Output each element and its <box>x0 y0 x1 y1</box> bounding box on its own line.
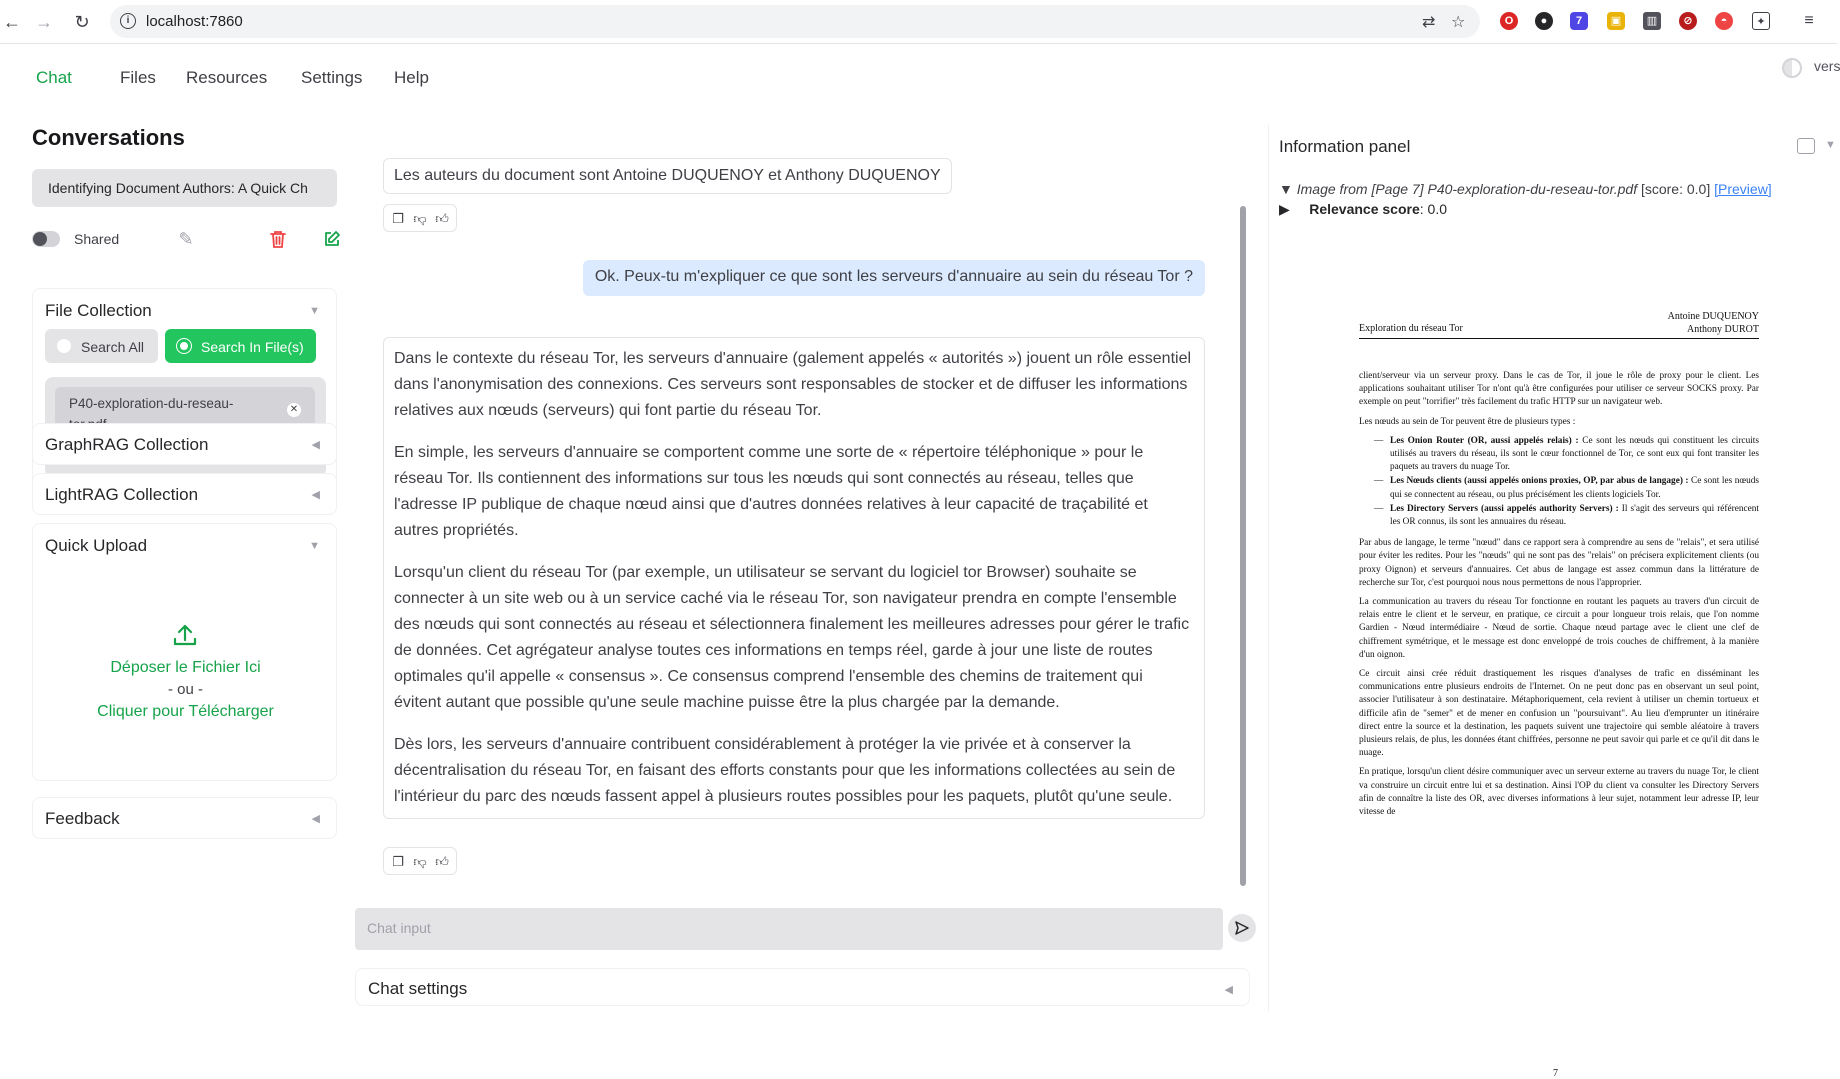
or-label: - ou - <box>167 681 203 698</box>
expand-caret-icon[interactable]: ◀ <box>311 439 320 451</box>
pdf-paragraph: Ce circuit ainsi crée réduit drastiquement les risques d'analyses de trafic en disséminant les communications entre plusieurs endroits de l'Internet. On ne peut donc pas en observant un seul point, associer l'utilisateur à son destinataire. Métaphoriquement, cela revient à utiliser un chemin tortueux et difficile afin de "semer" et de mener en confusion un "poursuivant". Au lieu d'emprunter un itinéraire direct entre la source et la destination, les paquets suivent une trajectoire qui semble aléatoire à travers plusieurs relais, de plus, les données étant chiffrées, personne ne peut savoir qui parle et ce qu'il dit dans le nuage. <box>1359 669 1759 759</box>
site-info-icon[interactable]: i <box>120 13 136 29</box>
tab-resources[interactable]: Resources <box>186 68 268 87</box>
feedback-panel[interactable] <box>32 797 337 839</box>
shared-toggle[interactable] <box>32 231 60 247</box>
pdf-page-number: 7 <box>1553 1068 1558 1079</box>
bot-message: Les auteurs du document sont Antoine DUQUENOY et Anthony DUQUENOY <box>383 158 952 194</box>
source-title: Image from [Page 7] P40-exploration-du-reseau-tor.pdf <box>1296 181 1638 197</box>
source-score: [score: 0.0] <box>1637 181 1715 197</box>
pdf-author: Antoine DUQUENOY <box>1667 311 1759 322</box>
pdf-list-text: Ce sont les nœuds qui se connectent au réseau, ou plus précisément les clients logiciels Tor. <box>1390 476 1759 500</box>
pdf-list-item <box>1374 435 1759 475</box>
search-in-files-radio[interactable] <box>165 329 316 363</box>
pdf-paragraph: En pratique, lorsqu'un client désire communiquer avec un serveur externe au travers du nuage Tor, le client va construire un circuit entre lui et sa destination. Ainsi l'OP du client va consulter les Directory Servers afin de connaître la liste des OR, avec diverses informations à leur sujet, notamment leur adresse IP, leur vitesse de <box>1359 767 1759 818</box>
search-all-label: Search All <box>81 339 145 355</box>
browser-toolbar <box>0 0 1837 44</box>
relevance-label: Relevance score <box>1309 201 1420 217</box>
pdf-body <box>1359 370 1759 825</box>
pdf-paragraph: Les nœuds au sein de Tor peuvent être de plusieurs types : <box>1359 416 1576 427</box>
quick-upload-panel <box>32 523 337 781</box>
pdf-header-authors <box>1668 310 1759 336</box>
user-message: Ok. Peux-tu m'expliquer ce que sont les serveurs d'annuaire au sein du réseau Tor ? <box>583 260 1205 296</box>
chat-input[interactable] <box>355 908 1223 950</box>
conversation-selected: Identifying Document Authors: A Quick Ch <box>48 180 308 196</box>
pdf-header-rule <box>1359 338 1759 339</box>
bot-paragraph: Dans le contexte du réseau Tor, les serveurs d'annuaire (galement appelés « autorités ») jouent un rôle essentiel dans l'anonymisation des connexions. Ces serveurs sont responsables de stocker et de diffuser les informations relatives aux nœuds (serveurs) qui font partie du réseau Tor. <box>394 350 1192 419</box>
translate-icon[interactable]: ⇄ <box>1422 14 1436 31</box>
pdf-list-item <box>1374 503 1759 529</box>
file-collection-title[interactable]: File Collection <box>45 301 152 320</box>
new-chat-icon[interactable] <box>318 225 346 253</box>
remove-file-icon[interactable]: ✕ <box>287 403 301 417</box>
theme-toggle-icon[interactable] <box>1782 58 1802 78</box>
thumbs-up-icon[interactable]: 👍︎ <box>435 211 449 226</box>
pdf-paragraph: Par abus de langage, le terme "nœud" dans ce rapport sera à comprendre au sens de "relais", et sera utilisé pour éviter les redites. Pour les "nœuds" qui ne sont pas des "relais" on précisera explicitement clients (ou proxy Oignon) et serveurs d'annuaires. Cet abus de langage est assez commun dans la littérature de recherche sur Tor, c'est pourquoi nous nous permettons de nous l'approprier. <box>1359 538 1759 588</box>
pdf-header-title: Exploration du réseau Tor <box>1359 323 1463 334</box>
conversations-title: Conversations <box>32 125 185 150</box>
click-upload-label: Cliquer pour Télécharger <box>97 703 274 720</box>
expand-caret-icon[interactable]: ◀ <box>1224 984 1233 996</box>
extension-circle-icon[interactable]: ● <box>1535 12 1553 30</box>
pdf-author: Anthony DUROT <box>1687 324 1759 335</box>
forward-icon[interactable]: → <box>35 12 53 32</box>
version-label: vers <box>1814 58 1840 74</box>
search-in-files-label: Search In File(s) <box>201 339 304 355</box>
chat-settings-panel[interactable] <box>355 968 1250 1006</box>
rename-pencil-icon[interactable]: ✎ <box>178 229 194 249</box>
copy-icon[interactable]: ❐ <box>392 211 404 226</box>
reload-icon[interactable]: ↻ <box>74 12 90 32</box>
extension-trash-icon[interactable]: ▥ <box>1643 12 1661 30</box>
preview-link[interactable]: [Preview] <box>1714 181 1772 197</box>
bot-paragraph: Lorsqu'un client du réseau Tor (par exemple, un utilisateur se servant du logiciel tor Browser) souhaite se connecter à un site web ou à un service caché via le réseau Tor, son navigateur prendra en compte l'ensemble des nœuds qui sont connectés au réseau et sélectionnera finalement les meilleures adresses pour gérer le trafic de données. Cet agrégateur analyse toutes ces informations en temps réel, garde à jour une liste de routes optimales qu'il appelle « consensus ». Ce consensus comprend l'ensemble des chemins de traitement qui évitent autant que possible qu'une seule machine puisse être la plus chargée par la demande. <box>394 564 1190 711</box>
collapsed-caret-icon: ▶ <box>1279 201 1306 217</box>
tab-help[interactable]: Help <box>394 68 429 87</box>
pdf-list-text: Il s'agit des serveurs qui référencent les OR connus, ils sont les annuaires du réseau. <box>1390 503 1759 528</box>
collapse-caret-icon[interactable]: ▼ <box>309 305 320 317</box>
information-panel <box>1268 125 1837 1079</box>
pdf-list-item <box>1374 475 1759 501</box>
expand-caret-icon[interactable]: ◀ <box>311 813 320 825</box>
bookmark-star-icon[interactable]: ☆ <box>1451 14 1466 31</box>
pdf-list-text: Ce sont les nœuds qui constituent les circuits utilisés au travers du réseau, ils sont le cœur fonctionnel de Tor, ce sont eux qui font transiter les paquets au travers du nuage Tor. <box>1390 435 1759 473</box>
conversation-dropdown[interactable] <box>32 169 337 207</box>
drop-file-label: Déposer le Fichier Ici <box>110 659 261 676</box>
extension-pokeball-icon[interactable]: ◓ <box>1715 12 1733 30</box>
url-text[interactable]: localhost:7860 <box>146 13 243 30</box>
back-icon[interactable]: ← <box>3 12 21 32</box>
upload-dropzone[interactable] <box>33 584 338 759</box>
extension-opera-icon[interactable]: O <box>1500 12 1518 30</box>
radio-empty-icon <box>57 339 71 353</box>
thumbs-down-icon[interactable]: 👎︎ <box>413 854 427 869</box>
search-all-radio[interactable] <box>45 329 158 363</box>
relevance-entry[interactable] <box>1279 201 1447 218</box>
expand-caret-icon[interactable]: ◀ <box>311 489 320 501</box>
pdf-paragraph: client/serveur via un serveur proxy. Dans le cas de Tor, il joue le rôle de proxy pour le client. Les applications souhaitant utiliser Tor n'ont qu'à être configurées pour utiliser ce serveur SOCKS proxy. Par exemple on peut "torrifier" très facilement du trafic HTTP sur un navigateur web. <box>1359 371 1759 408</box>
lightrag-panel[interactable] <box>32 473 337 515</box>
source-entry[interactable] <box>1279 181 1772 197</box>
toggle-knob <box>33 232 47 246</box>
extension-lock-icon[interactable]: ▣ <box>1607 12 1625 30</box>
information-panel-title: Information panel <box>1279 137 1411 156</box>
tab-settings[interactable]: Settings <box>301 68 363 87</box>
pdf-list-term: Les Onion Router (OR, aussi appelés relais) : <box>1390 435 1579 446</box>
message-actions <box>383 204 457 232</box>
collapse-caret-icon[interactable]: ▼ <box>309 540 320 552</box>
pdf-list <box>1374 435 1759 529</box>
chat-input-placeholder: Chat input <box>367 920 431 936</box>
thumbs-down-icon[interactable]: 👎︎ <box>413 211 427 226</box>
pdf-list-term: Les Directory Servers (aussi appelés authority Servers) : <box>1390 503 1619 514</box>
upload-icon <box>171 622 199 650</box>
graphrag-title: GraphRAG Collection <box>45 435 209 454</box>
collapse-caret-icon[interactable]: ▼ <box>1825 139 1836 151</box>
relevance-value: : 0.0 <box>1419 201 1447 217</box>
message-actions <box>383 847 457 875</box>
expanded-caret-icon: ▼ <box>1279 181 1297 197</box>
radio-selected-icon <box>177 339 191 353</box>
address-bar[interactable] <box>110 5 1480 38</box>
lightrag-title: LightRAG Collection <box>45 485 199 504</box>
chat-settings-title: Chat settings <box>368 979 468 998</box>
graphrag-panel[interactable] <box>32 423 337 465</box>
conversation-actions <box>32 225 337 255</box>
bot-paragraph: Dès lors, les serveurs d'annuaire contribuent considérablement à protéger la vie privée et à conserver la décentralisation du réseau Tor, en faisant des efforts constants pour que les informations collectées au sein de l'intérieur du parc des nœuds fassent appel à plusieurs routes possibles pour les paquets, plutôt qu'une seule. <box>394 736 1176 805</box>
extension-cube-icon[interactable]: 7 <box>1570 12 1588 30</box>
feedback-title: Feedback <box>45 809 120 828</box>
pdf-list-term: Les Nœuds clients (aussi appelés onions proxies, OP, par abus de langage) : <box>1390 476 1689 487</box>
tab-files[interactable]: Files <box>120 68 156 87</box>
browser-menu-icon[interactable]: ≡ <box>1800 12 1818 30</box>
shared-label: Shared <box>74 231 120 247</box>
send-icon[interactable] <box>1228 914 1256 942</box>
bot-message <box>383 337 1205 819</box>
file-chip-label: P40-exploration-du-reseau- <box>69 396 234 411</box>
extension-block-icon[interactable]: ⊘ <box>1679 12 1697 30</box>
bot-paragraph: En simple, les serveurs d'annuaire se comportent comme une sorte de « répertoire téléphonique » pour le réseau Tor. Ils contiennent des informations sur tous les nœuds qui sont connectés au réseau, telles que l'adresse IP publique de chaque nœud ainsi que d'autres données relatives à leur capacité de traçabilité et autres propriétés. <box>394 444 1148 539</box>
quick-upload-title[interactable]: Quick Upload <box>45 536 148 555</box>
thumbs-up-icon[interactable]: 👍︎ <box>435 854 449 869</box>
chat-scrollbar[interactable] <box>1240 206 1246 886</box>
pdf-paragraph: La communication au travers du réseau Tor fonctionne en routant les paquets au travers d'un circuit de relais entre le client et le serveur, en pratique, ce circuit a pour longueur trois relais, que l'on nomme Gardien - Nœud intermédiaire - Nœud de sortie. Chaque nœud partage avec le client une clef de chiffrement symétrique, et le message est donc enveloppé de trois couches de chiffrement, à la manière d'un oignon. <box>1359 597 1759 660</box>
copy-icon[interactable]: ❐ <box>392 854 404 869</box>
extensions-puzzle-icon[interactable]: ✦ <box>1752 12 1770 30</box>
panel-toggle-icon[interactable] <box>1797 138 1815 154</box>
tab-chat[interactable]: Chat <box>36 68 72 87</box>
delete-trash-icon[interactable] <box>264 225 292 253</box>
